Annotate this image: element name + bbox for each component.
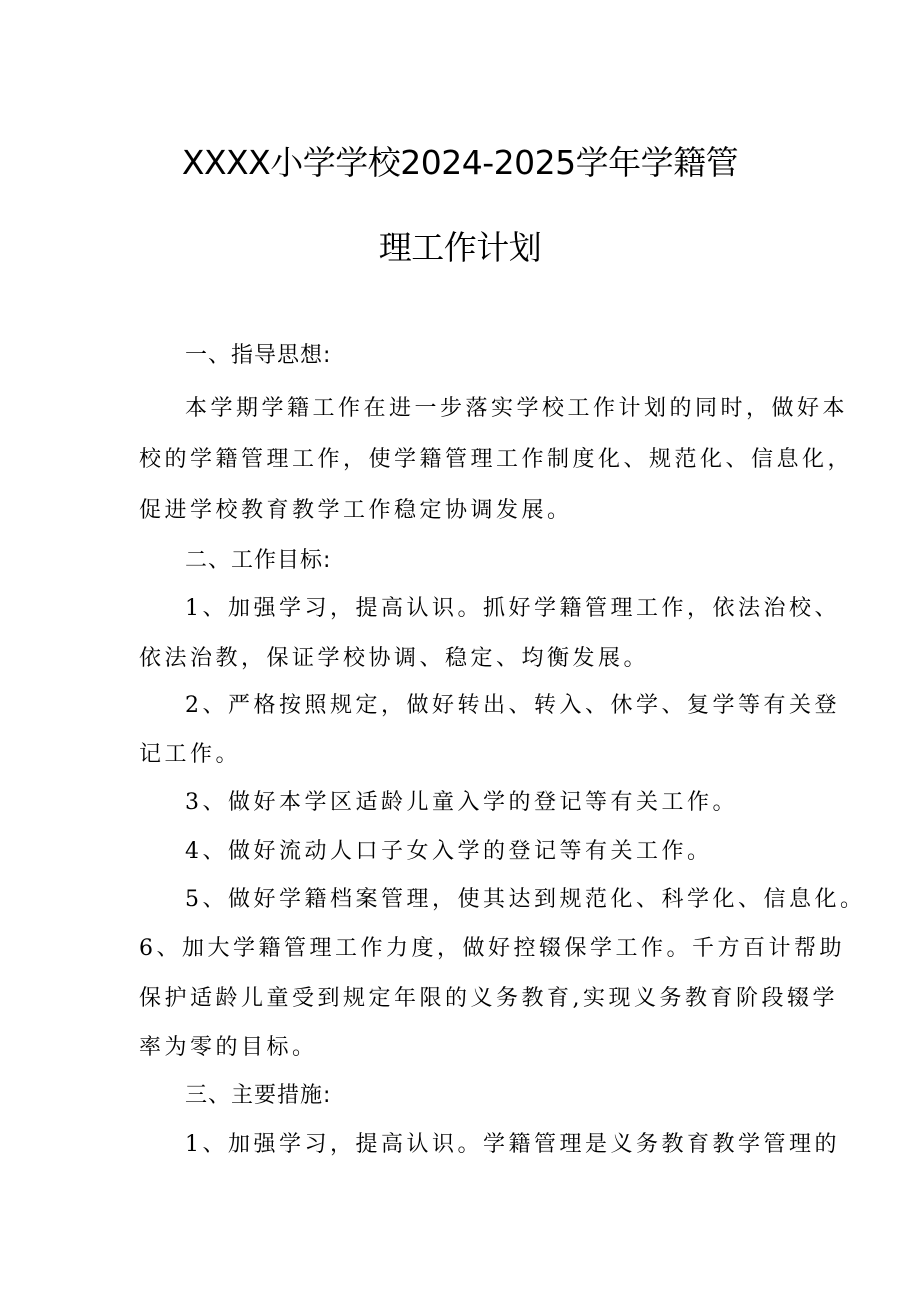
list-item-line: 保护适龄儿童受到规定年限的义务教育,实现义务教育阶段辍学 [139, 986, 838, 1011]
list-item-line: 依法治教，保证学校协调、稳定、均衡发展。 [139, 646, 650, 671]
list-item-line: 5、做好学籍档案管理，使其达到规范化、科学化、信息化。 [185, 887, 866, 912]
section-heading-work-goals: 二、工作目标: [185, 548, 332, 573]
section-heading-guiding-ideas: 一、指导思想: [185, 343, 332, 368]
list-item-line: 记工作。 [139, 742, 242, 767]
paragraph-line: 校的学籍管理工作，使学籍管理工作制度化、规范化、信息化， [139, 447, 854, 472]
list-item-line: 1、加强学习，提高认识。学籍管理是义务教育教学管理的 [185, 1132, 840, 1157]
paragraph-line: 促进学校教育教学工作稳定协调发展。 [139, 498, 573, 523]
document-title-line-1: XXXX小学学校2024-2025学年学籍管 [181, 143, 739, 182]
list-item-line: 3、做好本学区适龄儿童入学的登记等有关工作。 [185, 790, 738, 815]
list-item-line: 2、严格按照规定，做好转出、转入、休学、复学等有关登 [185, 693, 840, 718]
list-item-line: 1、加强学习，提高认识。抓好学籍管理工作，依法治校、 [185, 596, 840, 621]
paragraph-line: 本学期学籍工作在进一步落实学校工作计划的同时，做好本 [185, 396, 849, 421]
document-title-line-2: 理工作计划 [378, 228, 542, 267]
list-item-line: 6、加大学籍管理工作力度，做好控辍保学工作。千方百计帮助 [139, 936, 845, 961]
list-item-line: 率为零的目标。 [139, 1035, 318, 1060]
section-heading-main-measures: 三、主要措施: [185, 1083, 332, 1108]
list-item-line: 4、做好流动人口子女入学的登记等有关工作。 [185, 839, 713, 864]
